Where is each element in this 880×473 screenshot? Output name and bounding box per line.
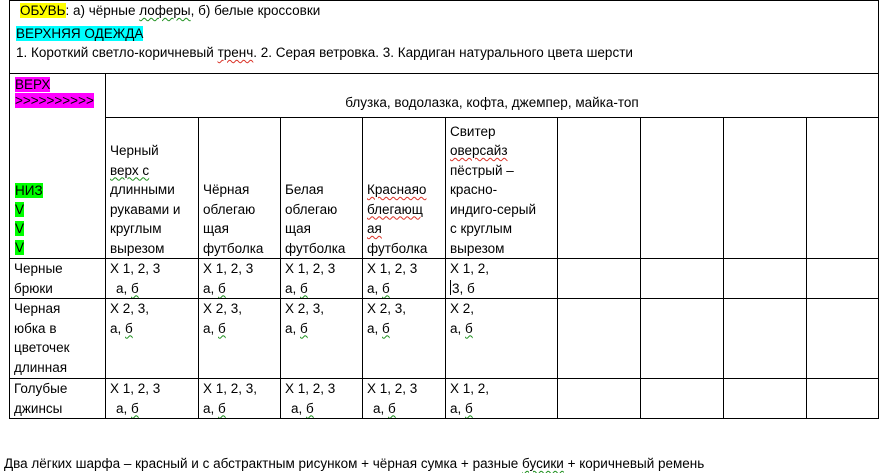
header-line: футболка bbox=[203, 240, 264, 256]
combination-items: X 2, 3, bbox=[110, 301, 150, 316]
header-line: футболка bbox=[285, 240, 346, 256]
combination-shoes: а, б bbox=[203, 320, 226, 336]
sneakers-letter: б bbox=[218, 320, 226, 336]
bottom-header-cell[interactable] bbox=[10, 118, 106, 259]
empty-cell[interactable] bbox=[724, 299, 807, 379]
sneakers-letter: б bbox=[382, 320, 390, 336]
table-row bbox=[10, 259, 879, 299]
combination-cell[interactable] bbox=[199, 379, 281, 419]
top-item-header[interactable] bbox=[446, 118, 558, 259]
empty-cell[interactable] bbox=[807, 259, 879, 299]
combination-cell[interactable] bbox=[199, 259, 281, 299]
header-line: вырезом bbox=[110, 240, 165, 256]
combination-cell[interactable] bbox=[281, 299, 363, 379]
bottom-item-cell[interactable] bbox=[10, 379, 106, 419]
empty-cell[interactable] bbox=[641, 259, 724, 299]
combination-shoes: а, б bbox=[367, 320, 390, 336]
header-line: футболка bbox=[367, 240, 428, 256]
accessories-note[interactable]: Два лёгких шарфа – красный и с абстрактным рисунком + чёрная сумка + разные бусики + коричневый ремень bbox=[4, 456, 705, 471]
combination-shoes: 3, б bbox=[452, 280, 475, 296]
bottom-item-line: Черные bbox=[14, 261, 63, 276]
top-types-cell[interactable] bbox=[106, 74, 879, 118]
bottom-item-line: цветочек bbox=[14, 340, 70, 355]
text-cursor bbox=[450, 280, 451, 295]
empty-cell[interactable] bbox=[558, 299, 641, 379]
combination-items: X 1, 2, bbox=[450, 381, 490, 396]
combination-shoes: а, б bbox=[285, 320, 308, 336]
combination-items: X 1, 2, 3 bbox=[367, 261, 418, 276]
sneakers-letter: б bbox=[465, 400, 473, 416]
bottom-item-line: брюки bbox=[14, 280, 53, 296]
combination-cell[interactable] bbox=[446, 259, 558, 299]
combination-shoes: а, б bbox=[367, 280, 390, 296]
header-line: щая bbox=[285, 221, 311, 236]
combination-shoes: а, б bbox=[110, 320, 133, 336]
top-types-text: блузка, водолазка, кофта, джемпер, майка-топ bbox=[345, 94, 639, 110]
combination-items: X 2, bbox=[450, 301, 475, 316]
empty-cell[interactable] bbox=[558, 379, 641, 419]
sneakers-letter: б bbox=[218, 280, 226, 296]
combination-items: X 2, 3, bbox=[203, 301, 243, 316]
top-header-cell[interactable] bbox=[10, 74, 106, 118]
combination-items: X 1, 2, 3 bbox=[203, 261, 254, 276]
bottom-item-line: юбка в bbox=[14, 320, 57, 336]
combination-items: X 1, 2, 3, bbox=[203, 381, 258, 396]
bottom-item-cell[interactable] bbox=[10, 299, 106, 379]
empty-cell[interactable] bbox=[807, 299, 879, 379]
header-line: вырезом bbox=[450, 240, 505, 256]
bottom-arrow-2: V bbox=[15, 221, 25, 236]
bottom-arrow-3: V bbox=[15, 240, 25, 255]
combination-cell[interactable] bbox=[106, 379, 199, 419]
top-item-header[interactable] bbox=[106, 118, 199, 259]
bottom-item-cell[interactable] bbox=[10, 259, 106, 299]
combination-shoes: а, б bbox=[373, 400, 396, 416]
empty-cell[interactable] bbox=[724, 259, 807, 299]
header-line: рукавами и bbox=[110, 201, 181, 217]
table-row bbox=[10, 299, 879, 379]
combination-shoes: а, б bbox=[450, 320, 473, 336]
top-item-header[interactable] bbox=[281, 118, 363, 259]
combination-cell[interactable] bbox=[106, 299, 199, 379]
empty-cell[interactable] bbox=[641, 118, 724, 259]
empty-cell[interactable] bbox=[558, 118, 641, 259]
empty-cell[interactable] bbox=[641, 379, 724, 419]
sneakers-letter: б bbox=[388, 400, 396, 416]
header-line: облегаю bbox=[203, 201, 256, 217]
bottom-item-line: джинсы bbox=[14, 400, 63, 416]
combination-cell[interactable] bbox=[363, 299, 446, 379]
wardrobe-table bbox=[9, 0, 879, 419]
header-line: оверсайз bbox=[450, 143, 508, 158]
bottom-arrow-1: V bbox=[15, 202, 25, 217]
combination-items: X 1, 2, bbox=[450, 261, 490, 276]
sneakers-letter: б bbox=[382, 280, 390, 296]
combination-cell[interactable] bbox=[281, 379, 363, 419]
loafers-word: лоферы bbox=[139, 3, 191, 18]
sneakers-letter: б bbox=[300, 280, 308, 296]
header-line: облегаю bbox=[285, 201, 338, 217]
bottom-item-line: длинная bbox=[14, 359, 68, 375]
header-line: индиго-серый bbox=[450, 201, 537, 217]
combination-cell[interactable] bbox=[446, 299, 558, 379]
outerwear-row[interactable]: ВЕРХНЯЯ ОДЕЖДА 1. Короткий светло-коричневый тренч. 2. Серая ветровка. 3. Кардиган натурального цвета шерсти bbox=[10, 24, 879, 74]
combination-items: X 1, 2, 3 bbox=[367, 381, 418, 396]
trench-word: тренч bbox=[217, 45, 254, 60]
header-line: Чёрная bbox=[203, 182, 250, 197]
combination-items: X 1, 2, 3 bbox=[285, 261, 336, 276]
bottom-item-line: Черная bbox=[14, 301, 61, 316]
sneakers-letter: б bbox=[125, 320, 133, 336]
sneakers-letter: б bbox=[131, 280, 139, 296]
combination-items: X 1, 2, 3 bbox=[110, 381, 161, 396]
header-line: с круглым bbox=[450, 221, 513, 236]
combination-cell[interactable] bbox=[446, 379, 558, 419]
header-line: верх с bbox=[110, 162, 150, 178]
header-line: блегающ bbox=[367, 201, 423, 217]
sneakers-letter: б bbox=[465, 320, 473, 336]
header-line: Белая bbox=[285, 182, 324, 197]
bottom-item-line: Голубые bbox=[14, 381, 68, 396]
shoes-row[interactable]: ОБУВЬ: а) чёрные лоферы, б) белые кроссовки bbox=[10, 1, 879, 24]
combination-cell[interactable] bbox=[363, 379, 446, 419]
sneakers-letter: б bbox=[131, 400, 139, 416]
bottom-label: НИЗ bbox=[15, 183, 43, 198]
combination-cell[interactable] bbox=[199, 299, 281, 379]
combination-shoes: а, б bbox=[203, 400, 226, 416]
top-item-header[interactable] bbox=[199, 118, 281, 259]
header-line: щая bbox=[203, 221, 229, 236]
empty-cell[interactable] bbox=[724, 118, 807, 259]
combination-items: X 1, 2, 3 bbox=[110, 261, 161, 276]
combination-shoes: а, б bbox=[116, 280, 139, 296]
empty-cell[interactable] bbox=[807, 118, 879, 259]
combination-cell[interactable] bbox=[106, 259, 199, 299]
header-line: красно- bbox=[450, 182, 498, 197]
empty-cell[interactable] bbox=[724, 379, 807, 419]
combination-shoes: а, б bbox=[450, 400, 473, 416]
outerwear-label: ВЕРХНЯЯ ОДЕЖДА bbox=[16, 25, 144, 41]
combination-shoes: а, б bbox=[291, 400, 314, 416]
sneakers-letter: б bbox=[300, 320, 308, 336]
combination-items: X 1, 2, 3 bbox=[285, 381, 336, 396]
combination-cell[interactable] bbox=[281, 259, 363, 299]
shoes-label: ОБУВЬ bbox=[20, 3, 66, 18]
combination-items: X 2, 3, bbox=[367, 301, 407, 316]
table-row bbox=[10, 379, 879, 419]
sneakers-letter: б bbox=[306, 400, 314, 416]
header-line: длинными bbox=[110, 182, 175, 197]
top-arrows: >>>>>>>>>> bbox=[15, 93, 94, 108]
combination-shoes: а, б bbox=[203, 280, 226, 296]
empty-cell[interactable] bbox=[558, 259, 641, 299]
header-line: Черный bbox=[110, 143, 159, 158]
header-line: пёстрый – bbox=[450, 162, 514, 178]
combination-shoes: а, б bbox=[285, 280, 308, 296]
header-line: круглым bbox=[110, 221, 162, 236]
top-item-header[interactable] bbox=[363, 118, 446, 259]
header-line: ая bbox=[367, 221, 382, 236]
empty-cell[interactable] bbox=[641, 299, 724, 379]
beads-word: бусики bbox=[522, 456, 564, 471]
header-line: Краснаяо bbox=[367, 182, 427, 197]
header-line: Свитер bbox=[450, 123, 496, 139]
combination-items: X 2, 3, bbox=[285, 301, 325, 316]
empty-cell[interactable] bbox=[807, 379, 879, 419]
combination-shoes: а, б bbox=[116, 400, 139, 416]
sneakers-letter: б bbox=[218, 400, 226, 416]
combination-cell[interactable] bbox=[363, 259, 446, 299]
top-label: ВЕРХ bbox=[15, 77, 51, 92]
